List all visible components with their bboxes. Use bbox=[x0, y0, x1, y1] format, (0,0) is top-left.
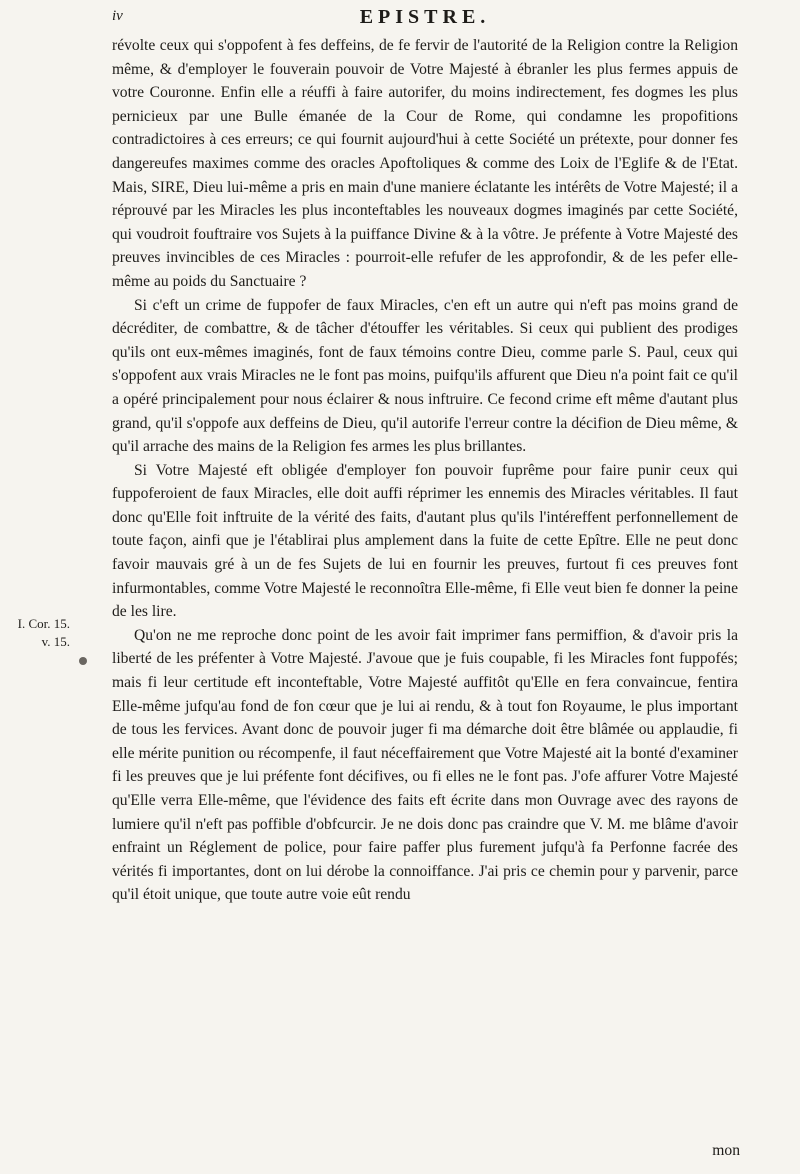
catchword: mon bbox=[712, 1142, 740, 1159]
margin-reference bbox=[8, 615, 70, 651]
margin-reference-line-2: v. 15. bbox=[41, 634, 70, 649]
body-text bbox=[112, 34, 738, 907]
paragraph-3: Si Votre Majesté eft obligée d'employer fon pouvoir fuprême pour faire punir ceux qui fuppoferoient de faux Miracles, elle doit auffi réprimer les ennemis des Miracles véritables. Il faut donc qu'Elle foit inftruite de la vérité des faits, d'autant plus qu'ils l'intéreffent perfonnellement de toute façon, ainfi que je l'établirai plus amplement dans la fuite de cette Epître. Elle ne peut donc favoir mauvais gré à un de fes Sujets de lui en fournir les preuves, furtout fi ces preuves font infurmontables, comme Votre Majesté le reconnoîtra Elle-même, fi Elle veut bien fe donner la peine de les lire. bbox=[112, 461, 738, 621]
margin-mark bbox=[79, 657, 87, 665]
margin-reference-line-1: I. Cor. 15. bbox=[17, 616, 70, 631]
paragraph-1: révolte ceux qui s'oppofent à fes deffeins, de fe fervir de l'autorité de la Religion contre la Religion même, & d'employer le fouverain pouvoir de Votre Majesté à ébranler les plus fermes appuis de votre Couronne. Enfin elle a réuffi à faire autorifer, du moins indirectement, fes dogmes les plus pernicieux par une Bulle émanée de la Cour de Rome, qui condamne les propofitions contradictoires à ces erreurs; ce qui fournit aujourd'hui à cette Société un prétexte, pour donner fes dangereufes maximes comme des oracles Apoftoliques & comme des Loix de l'Eglife & de l'Etat. Mais, SIRE, Dieu lui-même a pris en main d'une maniere éclatante les intérêts de Votre Majesté; il a réprouvé par les Miracles les plus inconteftables les nouveaux dogmes imaginés par cette Société, qui voudroit fouftraire vos Sujets à la puiffance Divine & à la vôtre. Je préfente à Votre Majesté des preuves invincibles de ces Miracles : pourroit-elle refufer de les approfondir, & de les pefer elle-même au poids du Sanctuaire ? bbox=[112, 37, 738, 290]
paragraph-2: Si c'eft un crime de fuppofer de faux Miracles, c'en eft un autre qui n'eft pas moins grand de décréditer, de combattre, & de tâcher d'étouffer les véritables. Si ceux qui publient des prodiges qu'ils ont eux-mêmes imaginés, font de faux témoins contre Dieu, comme parle S. Paul, ceux qui s'oppofent aux vrais Miracles ne le font pas moins, puifqu'ils affurent que Dieu n'a point fait ce qu'il a opéré principalement pour nous éclairer & nous inftruire. Ce fecond crime eft même d'autant plus grand, qu'il s'oppofe aux deffeins de Dieu, qu'il autorife l'erreur contre la décifion de Dieu même, & qu'il arrache des mains de la Religion fes armes les plus brillantes. bbox=[112, 296, 738, 456]
folio-number: iv bbox=[112, 8, 123, 24]
page-header bbox=[112, 8, 738, 34]
paragraph-4: Qu'on ne me reproche donc point de les avoir fait imprimer fans permiffion, & d'avoir pris la liberté de les préfenter à Votre Majesté. J'avoue que je fuis coupable, fi les Miracles font fuppofés; mais fi leur certitude eft inconteftable, Votre Majesté auffitôt qu'Elle en fera convaincue, fentira Elle-même jufqu'au fond de fon cœur que je lui ai rendu, & à tout fon Royaume, le plus important de tous les fervices. Avant donc de pouvoir juger fi ma démarche doit être blâmée ou applaudie, fi elle mérite punition ou récompenfe, il faut néceffairement que Votre Majesté ait la bonté d'examiner fi les preuves que je lui préfente font décifives, ou fi elles ne le font pas. J'ofe affurer Votre Majesté qu'Elle verra Elle-même, que l'évidence des faits eft écrite dans mon Ouvrage avec des rayons de lumiere qu'il n'eft pas poffible d'obfcurcir. Je ne dois donc pas craindre que V. M. me blâme d'avoir enfraint un Réglement de police, pour faire paffer plus furement jufqu'à fa Perfonne facrée des vérités fi importantes, dont on lui dérobe la connoiffance. J'ai pris ce chemin pour y parvenir, parce qu'il étoit unique, que toute autre voie eût rendu bbox=[112, 626, 738, 904]
running-title: EPISTRE. bbox=[359, 6, 491, 28]
